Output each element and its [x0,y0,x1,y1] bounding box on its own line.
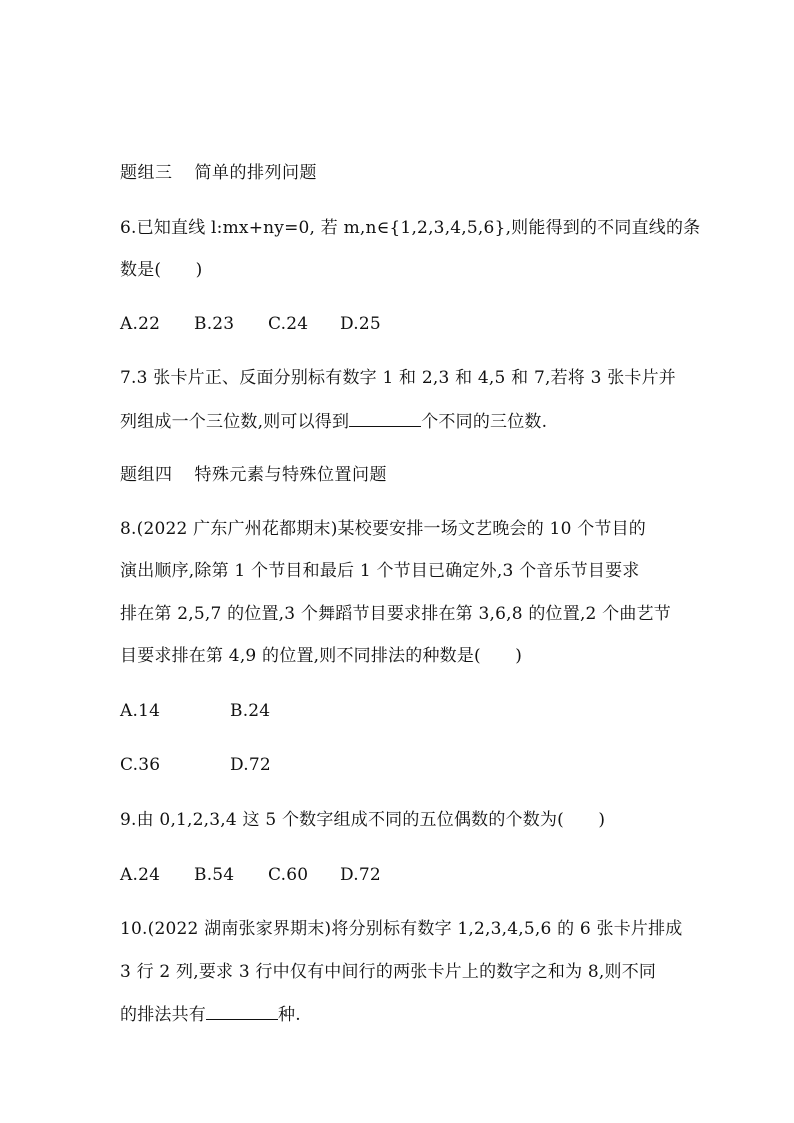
q10-line-3 [120,1003,676,1026]
group4-heading-title: 特殊元素与特殊位置问题 [194,465,387,485]
group3-heading-title: 简单的排列问题 [194,163,317,183]
q8-line-3: 排在第 2,5,7 的位置,3 个舞蹈节目要求排在第 3,6,8 的位置,2 个曲艺节 [120,604,671,624]
q9-option-a: A.24 [120,865,161,885]
q7-line-2-before: 列组成一个三位数,则可以得到 [120,412,350,432]
q6-option-d: D.25 [340,314,381,334]
q9-option-d: D.72 [340,865,381,885]
q8-line-2: 演出顺序,除第 1 个节目和最后 1 个节目已确定外,3 个音乐节目要求 [120,561,640,581]
q7-line-2 [120,410,676,433]
q10-line-3-after: 种. [278,1005,301,1025]
group4-heading-label: 题组四 [120,465,173,485]
q6-line-1: 6.已知直线 l:mx+ny=0, 若 m,n∈{1,2,3,4,5,6},则能得到的不同直线的条 [120,218,701,238]
q9-line-1: 9.由 0,1,2,3,4 这 5 个数字组成不同的五位偶数的个数为( ) [120,810,606,830]
q8-options-row-1 [120,700,676,722]
q7-answer-blank[interactable] [349,410,421,427]
q9-option-c: C.60 [268,865,309,885]
q7-line-2-after: 个不同的三位数. [421,412,548,432]
q6-line-2: 数是( ) [120,260,203,280]
q10-line-1: 10.(2022 湖南张家界期末)将分别标有数字 1,2,3,4,5,6 的 6 张卡片排成 [120,919,683,939]
q6-option-a: A.22 [120,314,161,334]
q10-line-2: 3 行 2 列,要求 3 行中仅有中间行的两张卡片上的数字之和为 8,则不同 [120,962,657,982]
q8-line-4: 目要求排在第 4,9 的位置,则不同排法的种数是( ) [120,646,523,666]
group4-heading [120,464,676,486]
q6-option-c: C.24 [268,314,309,334]
q8-option-b: B.24 [230,701,271,721]
q10-line-3-before: 的排法共有 [120,1005,206,1025]
q8-option-c: C.36 [120,755,161,775]
group3-heading [120,162,676,184]
q9-options [120,864,676,886]
q10-answer-blank[interactable] [206,1003,278,1020]
q8-line-1: 8.(2022 广东广州花都期末)某校要安排一场文艺晚会的 10 个节目的 [120,519,646,539]
group3-heading-label: 题组三 [120,163,173,183]
q6-option-b: B.23 [194,314,235,334]
q7-line-1: 7.3 张卡片正、反面分别标有数字 1 和 2,3 和 4,5 和 7,若将 3 张卡片并 [120,368,676,388]
q8-option-a: A.14 [120,701,161,721]
q9-option-b: B.54 [194,865,235,885]
q8-options-row-2 [120,754,676,776]
q6-options [120,313,676,335]
q8-option-d: D.72 [230,755,271,775]
